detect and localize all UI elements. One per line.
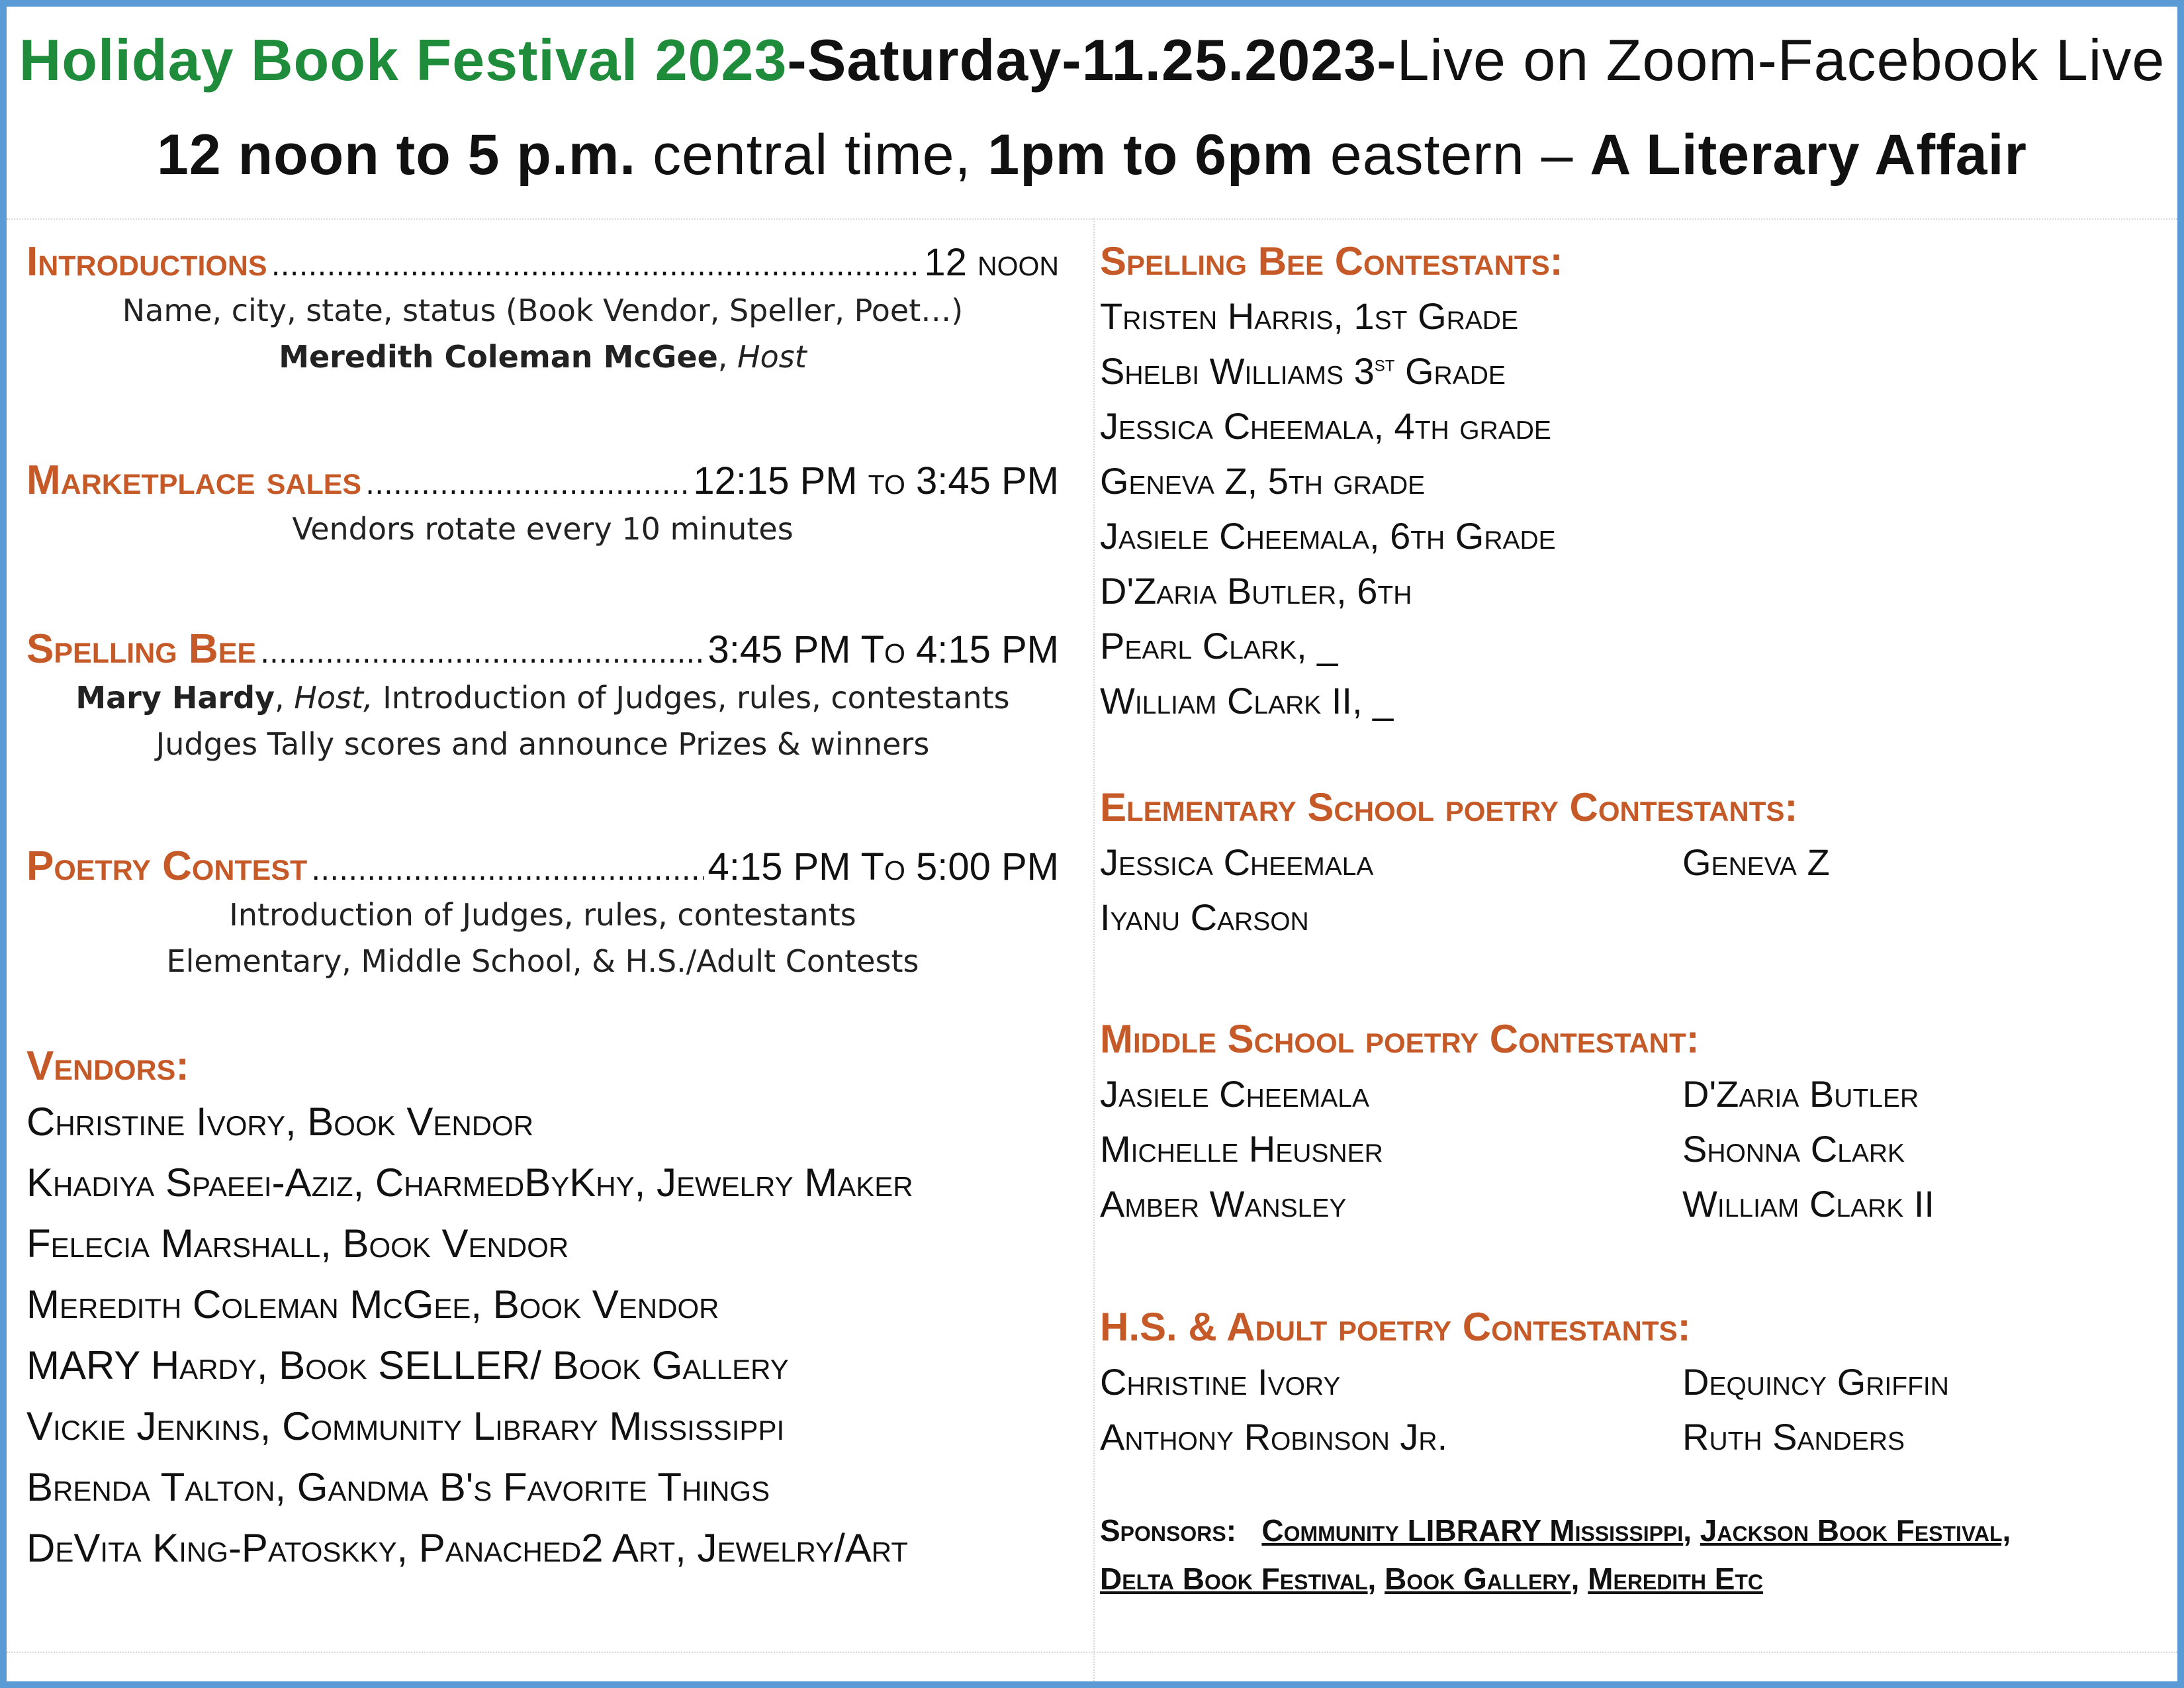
spelling-contestant — [1100, 350, 1506, 393]
leader-dots — [260, 636, 704, 670]
hs-adult-contestant: Christine Ivory — [1100, 1361, 1341, 1403]
festival-title: Holiday Book Festival 2023 — [19, 27, 788, 93]
middle-contestant: Amber Wansley — [1100, 1183, 1347, 1225]
poetry-title: Poetry Contest — [26, 843, 308, 889]
introductions-row — [26, 238, 1059, 285]
introductions-time: 12 noon — [924, 241, 1059, 284]
middle-contestant: Shonna Clark — [1682, 1128, 1905, 1170]
spelling-contestant: Geneva Z, 5th grade — [1100, 460, 1426, 502]
festival-tagline: A Literary Affair — [1590, 123, 2027, 187]
vendor-item: Brenda Talton, Gandma B's Favorite Things — [26, 1465, 770, 1509]
spelling-contestant: D'Zaria Butler, 6th — [1100, 570, 1412, 612]
elementary-title: Elementary School poetry Contestants: — [1100, 785, 1798, 829]
host-name: Meredith Coleman McGee — [279, 339, 718, 375]
grade-label: Grade — [1394, 350, 1506, 392]
vendor-item: Meredith Coleman McGee, Book Vendor — [26, 1282, 719, 1327]
poetry-time: 4:15 PM To 5:00 PM — [707, 845, 1059, 888]
hs-adult-contestant: Ruth Sanders — [1682, 1416, 1905, 1458]
middle-title: Middle School poetry Contestant: — [1100, 1017, 1700, 1061]
sponsor-link[interactable]: Community LIBRARY Mississippi — [1261, 1513, 1684, 1548]
sponsor-link[interactable]: Delta Book Festival — [1100, 1562, 1368, 1596]
introductions-host — [26, 339, 1059, 375]
ordinal-suffix: st — [1374, 351, 1395, 377]
poetry-detail-2: Elementary, Middle School, & H.S./Adult Contests — [166, 943, 919, 979]
header-line-2 — [7, 122, 2177, 188]
sponsor-link[interactable]: Jackson Book Festival, — [1700, 1513, 2011, 1548]
festival-venue: Live on Zoom-Facebook Live — [1396, 27, 2165, 93]
time-central-label: central time, — [636, 123, 988, 187]
elementary-contestant: Iyanu Carson — [1100, 896, 1309, 938]
spelling-contestants-title: Spelling Bee Contestants: — [1100, 239, 1563, 283]
time-eastern: 1pm to 6pm — [987, 123, 1314, 187]
vendor-item: MARY Hardy, Book SELLER/ Book Gallery — [26, 1343, 789, 1387]
host-rest: Introduction of Judges, rules, contestants — [373, 680, 1010, 716]
sponsors-line-2: Delta Book Festival, Book Gallery, Meredith Etc — [1100, 1562, 1764, 1596]
hs-adult-contestant: Anthony Robinson Jr. — [1100, 1416, 1448, 1458]
hs-adult-title: H.S. & Adult poetry Contestants: — [1100, 1305, 1691, 1349]
host-role: Host, — [294, 680, 373, 716]
spelling-bee-detail: Judges Tally scores and announce Prizes & winners — [156, 726, 930, 762]
leader-dots — [271, 249, 921, 283]
introductions-title: Introductions — [26, 239, 267, 285]
spelling-bee-row — [26, 626, 1059, 673]
time-eastern-label: eastern – — [1314, 123, 1590, 187]
vendor-item: DeVita King-Patoskky, Panached2 Art, Jewelry/Art — [26, 1526, 909, 1570]
middle-contestant: Jasiele Cheemala — [1100, 1073, 1369, 1115]
marketplace-detail: Vendors rotate every 10 minutes — [292, 511, 794, 547]
vendor-item: Vickie Jenkins, Community Library Mississippi — [26, 1404, 785, 1448]
spelling-contestant: Tristen Harris, 1st Grade — [1100, 295, 1518, 337]
spelling-bee-host — [26, 680, 1059, 716]
poetry-row — [26, 843, 1059, 890]
flyer-header — [7, 7, 2177, 220]
host-sep: , — [717, 339, 738, 375]
leader-dots — [311, 853, 704, 887]
vendor-item: Felecia Marshall, Book Vendor — [26, 1221, 569, 1266]
middle-contestant: Michelle Heusner — [1100, 1128, 1383, 1170]
sponsors-label: Sponsors: — [1100, 1513, 1237, 1548]
host-role: Host — [737, 339, 807, 375]
column-divider — [1093, 218, 1095, 1681]
sponsors-line-1: Sponsors: Community LIBRARY Mississippi, Jackson Book Festival, — [1100, 1513, 2011, 1548]
header-line-1 — [7, 26, 2177, 94]
introductions-detail: Name, city, state, status (Book Vendor, Speller, Poet…) — [122, 293, 964, 328]
leader-dots — [365, 467, 689, 501]
marketplace-row — [26, 457, 1059, 504]
host-name: Mary Hardy — [75, 680, 275, 716]
vendors-title: Vendors: — [26, 1043, 189, 1089]
marketplace-title: Marketplace sales — [26, 457, 362, 503]
middle-contestant: William Clark II — [1682, 1183, 1934, 1225]
spelling-bee-title: Spelling Bee — [26, 626, 257, 672]
sponsor-link[interactable]: Book Gallery — [1385, 1562, 1571, 1596]
poetry-detail-1: Introduction of Judges, rules, contestants — [229, 897, 856, 933]
marketplace-time: 12:15 PM to 3:45 PM — [693, 459, 1059, 502]
elementary-contestant: Jessica Cheemala — [1100, 841, 1374, 883]
hs-adult-contestant: Dequincy Griffin — [1682, 1361, 1949, 1403]
vendor-item: Khadiya Spaeei-Aziz, CharmedByKhy, Jewelry Maker — [26, 1160, 913, 1205]
bottom-divider — [7, 1652, 2177, 1653]
vendor-item: Christine Ivory, Book Vendor — [26, 1100, 534, 1144]
host-sep: , — [275, 680, 295, 716]
spelling-contestant: Jasiele Cheemala, 6th Grade — [1100, 515, 1556, 557]
spelling-contestant: Jessica Cheemala, 4th grade — [1100, 405, 1551, 447]
spelling-contestant: William Clark II, _ — [1100, 680, 1394, 722]
spelling-bee-time: 3:45 PM To 4:15 PM — [707, 628, 1059, 671]
contestant-name: Shelbi Williams 3 — [1100, 350, 1375, 392]
festival-date: -Saturday-11.25.2023- — [787, 27, 1397, 93]
elementary-contestant: Geneva Z — [1682, 841, 1830, 883]
spelling-contestant: Pearl Clark, _ — [1100, 625, 1338, 667]
sponsor-link[interactable]: Meredith Etc — [1588, 1562, 1764, 1596]
middle-contestant: D'Zaria Butler — [1682, 1073, 1919, 1115]
time-central: 12 noon to 5 p.m. — [157, 123, 637, 187]
